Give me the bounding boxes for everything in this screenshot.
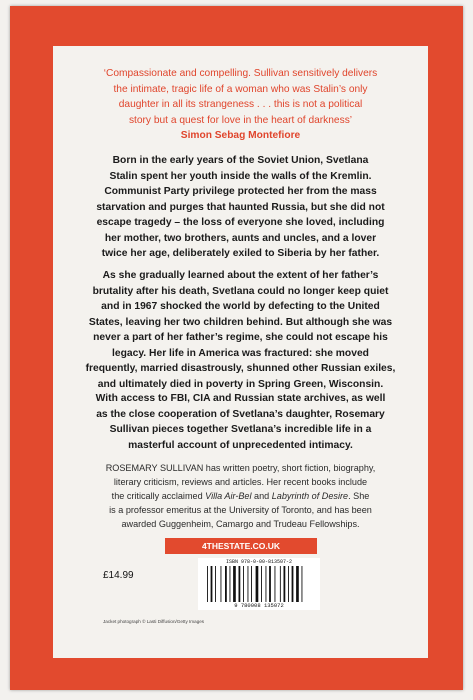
bio-line: is a professor emeritus at the University of Toronto, and has been: [109, 505, 372, 515]
bio-text: and: [251, 491, 272, 501]
bio-text: the critically acclaimed: [111, 491, 206, 501]
content-panel: [53, 46, 428, 658]
blurb-line: and ultimately died in poverty in Spring Green, Wisconsin.: [97, 378, 384, 390]
blurb-line: her mother, two brothers, aunts and uncles, and a lover: [104, 232, 377, 244]
bio-line: literary criticism, reviews and articles. Her recent books include: [113, 477, 368, 487]
quote-attribution: Simon Sebag Montefiore: [180, 130, 301, 141]
blurb-line: never a part of her father’s regime, she could not escape his: [93, 332, 388, 343]
blurb-line: As she gradually learned about the extent of her father’s: [102, 270, 379, 281]
quote-line: ‘Compassionate and compelling. Sullivan sensitively delivers: [103, 68, 378, 79]
bio-line: awarded Guggenheim, Camargo and Trudeau Fellowships.: [121, 519, 360, 529]
blurb-line: twice her age, deliberately exiled to Siberia by her father.: [101, 248, 380, 259]
author-bio: [61, 461, 420, 531]
barcode-graphic: [206, 566, 312, 602]
blurb-line: starvation and purges that haunted Russia, but she did not: [96, 201, 385, 213]
barcode-block: [198, 558, 320, 610]
blurb-paragraph-2: [61, 268, 420, 392]
blurb-line: States, leaving her two children behind. But although she was: [88, 316, 393, 328]
bio-line: [61, 489, 420, 503]
blurb-line: and in 1967 shocked the world by defecting to the United: [101, 301, 380, 312]
blurb-line: brutality after his death, Svetlana could no longer keep quiet: [92, 285, 389, 297]
barcode-number: 9 780008 135072: [234, 602, 284, 609]
book-title-labyrinth-of-desire: Labyrinth of Desire: [271, 491, 349, 501]
bio-line: ROSEMARY SULLIVAN has written poetry, short fiction, biography,: [105, 463, 376, 473]
blurb-line: With access to FBI, CIA and Russian state archives, as well: [95, 393, 386, 404]
quote-line: story but a quest for love in the heart of darkness’: [128, 114, 353, 126]
isbn-text: ISBN 978-0-00-813507-2: [225, 559, 292, 565]
blurb-line: frequently, married disastrously, shunned other Russian exiles,: [85, 363, 396, 374]
blurb-line: legacy. Her life in America was fractured: she moved: [112, 347, 369, 359]
quote-line: the intimate, tragic life of a woman who was Stalin’s only: [113, 83, 368, 95]
blurb-line: Born in the early years of the Soviet Union, Svetlana: [112, 155, 369, 166]
blurb-line: Sullivan pieces together Svetlana’s incredible life in a: [109, 424, 372, 435]
price-label: £14.99: [103, 570, 134, 581]
book-title-villa-air-bel: Villa Air-Bel: [205, 491, 252, 501]
publisher-website: 4THESTATE.CO.UK: [165, 538, 317, 554]
book-back-cover: [10, 6, 463, 690]
blurb-paragraph-1: [61, 153, 420, 262]
blurb-paragraph-3: [61, 391, 420, 453]
bio-text: . She: [348, 491, 370, 501]
blurb-line: Stalin spent her youth inside the walls of the Kremlin.: [109, 170, 372, 182]
blurb-line: Communist Party privilege protected her from the mass: [104, 186, 377, 197]
blurb-line: masterful account of unprecedented intimacy.: [128, 439, 353, 451]
blurb-line: escape tragedy – the loss of everyone she loved, including: [96, 217, 385, 228]
blurb-line: as the close cooperation of Svetlana’s daughter, Rosemary: [96, 408, 385, 420]
review-quote: [59, 66, 422, 144]
quote-line: daughter in all its strangeness . . . this is not a political: [118, 99, 363, 110]
photo-credit: Jacket photograph © Lasti Diffusion/Getty Images: [103, 619, 205, 624]
